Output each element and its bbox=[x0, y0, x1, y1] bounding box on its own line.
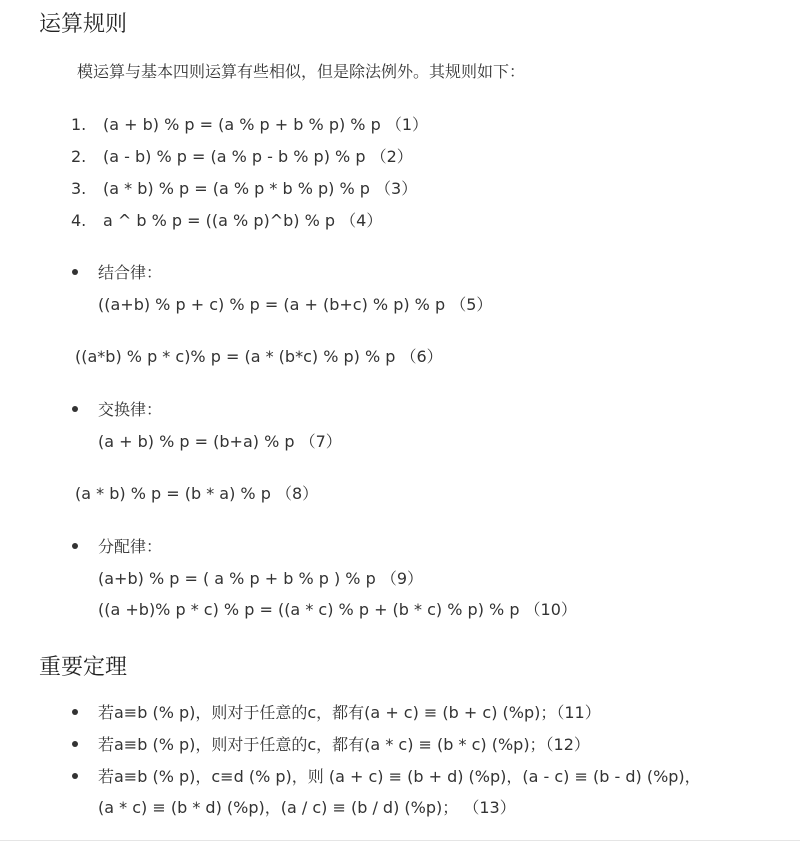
theorem-12: 若a≡b (% p)，则对于任意的c，都有(a * c) ≡ (b * c) (%p)；（12） bbox=[98, 735, 590, 754]
bullet-icon bbox=[72, 406, 78, 412]
list-item-number: 3. bbox=[71, 179, 87, 198]
intro-paragraph: 模运算与基本四则运算有些相似，但是除法例外。其规则如下： bbox=[77, 62, 526, 81]
formula-2: (a - b) % p = (a % p - b % p) % p （2） bbox=[103, 147, 413, 166]
formula-9: (a+b) % p = ( a % p + b % p ) % p （9） bbox=[98, 569, 424, 588]
assoc-label: 结合律： bbox=[98, 263, 163, 282]
formula-6: ((a*b) % p * c)% p = (a * (b*c) % p) % p （6） bbox=[75, 347, 443, 366]
comm-label: 交换律： bbox=[98, 400, 163, 419]
formula-7: (a + b) % p = (b+a) % p （7） bbox=[98, 432, 342, 451]
bullet-icon bbox=[72, 709, 78, 715]
formula-1: (a + b) % p = (a % p + b % p) % p （1） bbox=[103, 115, 429, 134]
bullet-icon bbox=[72, 773, 78, 779]
list-item-number: 1. bbox=[71, 115, 87, 134]
bullet-icon bbox=[72, 741, 78, 747]
bottom-divider bbox=[0, 840, 800, 841]
formula-3: (a * b) % p = (a % p * b % p) % p （3） bbox=[103, 179, 418, 198]
formula-4: a ^ b % p = ((a % p)^b) % p （4） bbox=[103, 211, 383, 230]
list-item-number: 4. bbox=[71, 211, 87, 230]
theorem-11: 若a≡b (% p)，则对于任意的c，都有(a + c) ≡ (b + c) (%p)；（11） bbox=[98, 703, 601, 722]
section-title-rules: 运算规则 bbox=[39, 12, 128, 37]
section-title-theorems: 重要定理 bbox=[39, 655, 128, 680]
formula-10: ((a +b)% p * c) % p = ((a * c) % p + (b * c) % p) % p （10） bbox=[98, 600, 577, 619]
bullet-icon bbox=[72, 269, 78, 275]
bullet-icon bbox=[72, 543, 78, 549]
theorem-13-line2: (a * c) ≡ (b * d) (%p)，(a / c) ≡ (b / d) (%p)； （13） bbox=[98, 798, 516, 817]
list-item-number: 2. bbox=[71, 147, 87, 166]
theorem-13-line1: 若a≡b (% p)，c≡d (% p)，则 (a + c) ≡ (b + d) (%p)，(a - c) ≡ (b - d) (%p)， bbox=[98, 767, 701, 786]
dist-label: 分配律： bbox=[98, 537, 163, 556]
formula-8: (a * b) % p = (b * a) % p （8） bbox=[75, 484, 319, 503]
formula-5: ((a+b) % p + c) % p = (a + (b+c) % p) % p （5） bbox=[98, 295, 493, 314]
